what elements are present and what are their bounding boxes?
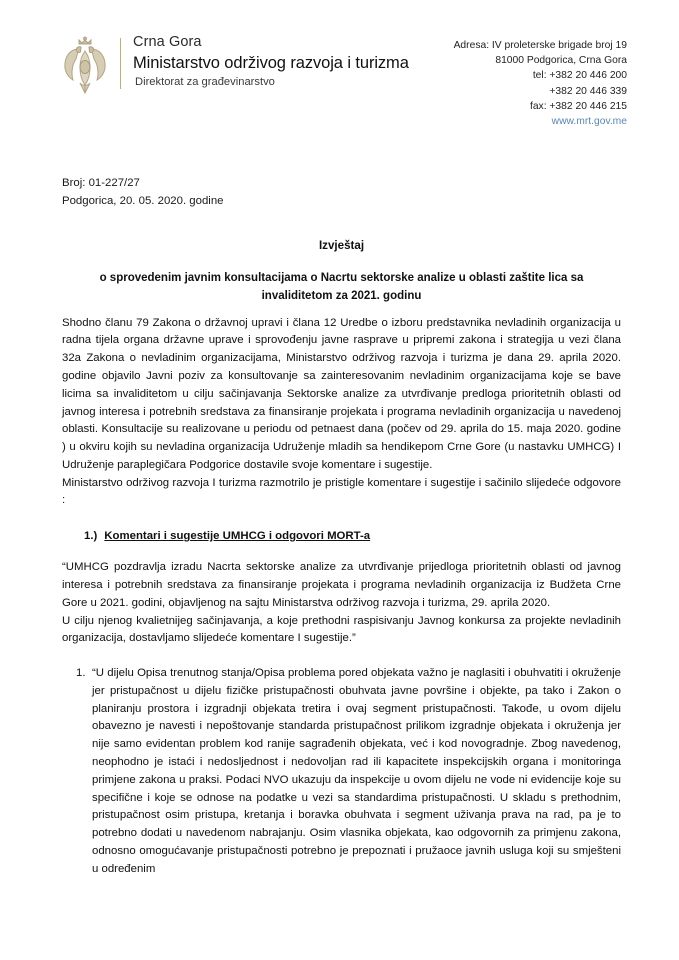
section-number: 1.): [84, 530, 98, 543]
contact-address-line-1: Adresa: IV proleterske brigade broj 19: [453, 40, 627, 51]
reference-place-date: Podgorica, 20. 05. 2020. godine: [62, 195, 224, 208]
brand-text: [121, 34, 409, 89]
document-title: Izvještaj: [318, 238, 365, 252]
department-name: Direktorat za građevinarstvo: [135, 75, 275, 88]
contact-block: [454, 34, 627, 129]
contact-telephone-primary: tel: +382 20 446 200: [532, 70, 627, 82]
list-item-text: “U dijelu Opisa trenutnog stanja/Opisa problema pored objekata važno je naglasiti i obuhvatiti i okruženje jer pristupačnost u dijelu fizičke pristupačnosti obuhvata javne površine i objekte, pa tako i Zakon o planiranju prostora i izgradnji objekata tretira i ovaj segment pristupačnosti. Takođe, u ovom dijelu obavezno je navesti i nepoštovanje standarda pristupačnost prilikom izgradnje objekata i okruženja jer nije samo evidentan problem kod ranije sagrađenih objekata, već i kod novogradnje. Zbog navedenog, neophodno je istaći i nedosljednost i nedovoljan rad ili kapacitete inspekcijskih organa i monitoringa primjene zakona u praksi. Podaci NVO ukazuju da inspekcije u ovom dijelu ne vode ni evidencije koje su specifične i koje se odnose na podatke u vezi sa standardima pristupačnosti. U skladu s prethodnim, pristupačnost osim pristupa, kretanja i boravka obuhvata i segment uživanja prava na rad, pa je to potrebno dodati u navedenom nabrajanju. Osim vlasnika objekata, kao odgovornih za primjenu zakona, odnosno omogućavanje pristupačnosti potrebno je prepoznati i pružaoce javnih usluga koji su smješteni u određenim: [92, 667, 621, 875]
comments-list: [62, 665, 621, 878]
contact-fax: fax: +382 20 446 215: [529, 100, 627, 112]
quote-paragraph-2: U cilju njenog kvalietnijeg sačinjavanja, a koje prethodni raspisivanju Javnog konkursa za projekte nevladinih organizacija, dostavljamo slijedeće komentare I sugestije.”: [62, 614, 621, 645]
reference-number: Broj: 01-227/27: [62, 177, 140, 190]
list-item-marker: 1.: [76, 667, 86, 680]
document-subtitle: o sprovedenim javnim konsultacijama o Nacrtu sektorske analize u oblasti zaštite lica sa invaliditetom za 2021. godinu: [99, 271, 584, 302]
ministry-response-paragraph: Ministarstvo održivog razvoja I turizma razmotrilo je pristigle komentare i sugestije i sačinilo slijedeće odgovore :: [62, 476, 621, 507]
umhcg-quote-block: [62, 559, 621, 648]
intro-paragraph: Shodno članu 79 Zakona o državnoj upravi i člana 12 Uredbe o izboru predstavnika nevladinih organizacija u radna tijela organa državne uprave i sprovođenju javne rasprave u pripremi zakona i strategija u vezi člana 32a Zakona o nevladinim organizacijama, Ministarstvo održivog razvoja i turizma je dana 29. aprila 2020. godine objavilo Javni poziv za konsultovanje sa zainteresovanim nevladinim organizacijama koje se bave licima sa invaliditetom u cilju sačinjavanja Sektorske analize za utvrđivanje predloga prioritetnih oblasti od javnog interesa i potrebnih sredstava za finansiranje projekata i programa nevladinih organizacija u navedenoj oblasti. Konsultacije su realizovane u periodu od petnaest dana (počev od 29. aprila do 15. maja 2020. godine ) u okviru kojih su nevladina organizacija Udruženje mladih sa hendikepom Crne Gore (u nastavku UMHCG) I Udruženje paraplegičara Podgorice dostavile svoje komentare i sugestije.: [62, 316, 621, 471]
brand-block: [62, 34, 409, 97]
montenegro-coat-of-arms-icon: [62, 35, 108, 97]
ministry-name: Ministarstvo održivog razvoja i turizma: [133, 54, 409, 73]
document-content: [0, 175, 679, 878]
contact-website-link[interactable]: www.mrt.gov.me: [551, 116, 627, 128]
section-heading-label: Komentari i sugestije UMHCG i odgovori MORT-a: [104, 530, 371, 543]
country-name: Crna Gora: [133, 34, 202, 50]
list-item: [62, 665, 621, 878]
quote-paragraph-1: “UMHCG pozdravlja izradu Nacrta sektorske analize za utvrđivanje prijedloga prioritetnih oblasti od javnog interesa i potrebnih sredstava za finansiranje projekata i programa nevladinih organizacija iz Budžeta Crne Gore u 2021. godini, objavljenog na sajtu Ministarstva održivog razvoja i turizma, 29. aprila 2020.: [62, 561, 621, 609]
letterhead: [0, 0, 679, 129]
contact-telephone-secondary: +382 20 446 339: [549, 85, 627, 97]
section-heading-1: [62, 530, 621, 542]
reference-block: [62, 175, 621, 210]
contact-address-line-2: 81000 Podgorica, Crna Gora: [495, 55, 627, 67]
